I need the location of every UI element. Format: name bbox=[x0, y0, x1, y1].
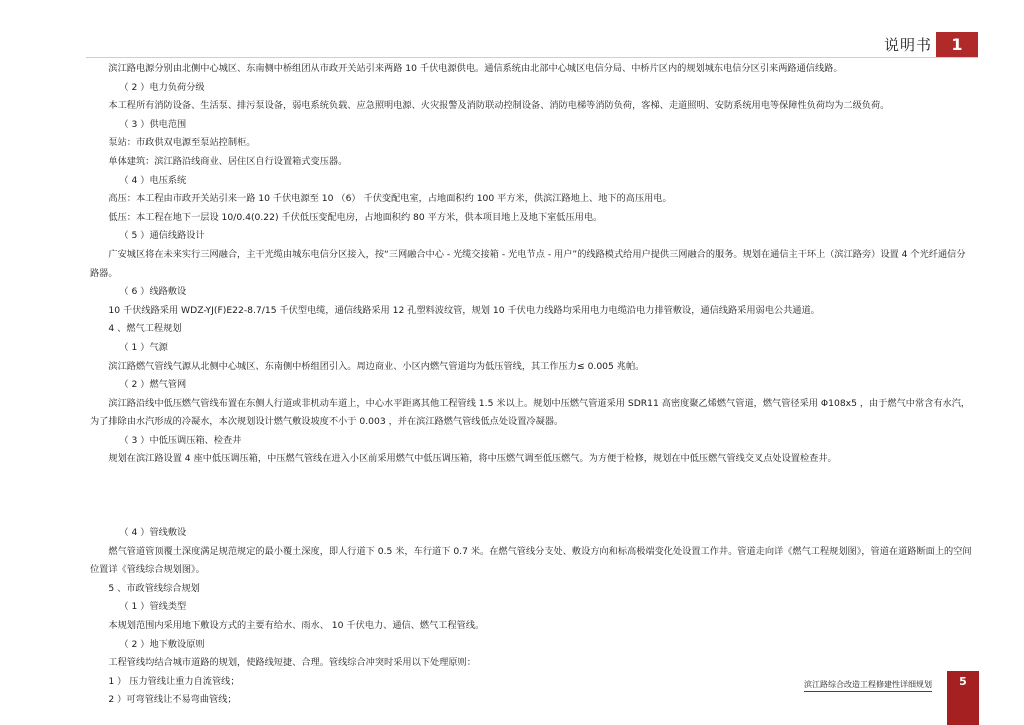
body-paragraph: 滨江路沿线中低压燃气管线布置在东侧人行道或非机动车道上，中心水平距离其他工程管线 1.5 米以上。规划中压燃气管道采用 SDR11 高密度聚乙烯燃气管道，燃气管径采用 Φ108x5 ，由于燃气中常含有水汽，为了排除由水汽形成的冷凝水，本次规划设计燃气敷设坡度不小于 0.003 ，并在滨江路燃气管线低点处设置冷凝器。 bbox=[90, 397, 971, 428]
body-paragraph: 低压：本工程在地下一层设 10/0.4(0.22) 千伏低压变配电房，占地面积约 80 平方米，供本项目地上及地下室低压用电。 bbox=[108, 211, 603, 223]
body-paragraph: 本规划范围内采用地下敷设方式的主要有给水、雨水、 10 千伏电力、通信、燃气工程管线。 bbox=[108, 620, 485, 632]
section-heading: （ 1 ）气源 bbox=[119, 341, 168, 353]
body-paragraph: 工程管线均结合城市道路的规划，使路线短捷、合理。管线综合冲突时采用以下处理原则： bbox=[108, 657, 476, 669]
section-heading: （ 4 ）管线敷设 bbox=[119, 527, 187, 539]
body-paragraph: 泵站：市政供双电源至泵站控制柜。 bbox=[108, 137, 256, 149]
document-body bbox=[90, 60, 972, 710]
body-paragraph: 燃气管道管顶覆土深度满足规范规定的最小覆土深度，即人行道下 0.5 米，车行道下 0.7 米。在燃气管线分支处、敷设方向和标高极端变化处设置工作井。管道走向详《燃气工程规划图》，管道在道路断面上的空间位置详《管线综合规划图》。 bbox=[90, 545, 972, 576]
paragraph-block-top bbox=[90, 60, 972, 469]
project-footer-label: 滨江路综合改造工程修建性详细规划 bbox=[804, 679, 932, 692]
blank-spacer bbox=[90, 469, 972, 524]
body-paragraph: 本工程所有消防设备、生活泵、排污泵设备，弱电系统负载、应急照明电源、火灾报警及消防联动控制设备、消防电梯等消防负荷，客梯、走道照明、安防系统用电等保障性负荷均为二级负荷。 bbox=[108, 100, 890, 112]
section-heading: （ 3 ）供电范围 bbox=[119, 118, 187, 130]
section-heading: （ 2 ）电力负荷分级 bbox=[119, 81, 205, 93]
header-divider bbox=[86, 57, 978, 58]
section-heading: （ 5 ）通信线路设计 bbox=[119, 230, 205, 242]
document-title: 说明书 bbox=[884, 36, 933, 54]
section-heading: （ 3 ）中低压调压箱、检查井 bbox=[119, 434, 242, 446]
body-paragraph: 1 ） 压力管线让重力自流管线； bbox=[108, 675, 240, 687]
body-paragraph: 滨江路燃气管线气源从北侧中心城区、东南侧中桥组团引入。周边商业、小区内燃气管道均为低压管线，其工作压力≤ 0.005 兆帕。 bbox=[108, 360, 645, 372]
body-paragraph: 4 、燃气工程规划 bbox=[108, 323, 182, 335]
body-paragraph: 规划在滨江路设置 4 座中低压调压箱，中压燃气管线在进入小区前采用燃气中低压调压箱，将中压燃气调至低压燃气。为方便于检修，规划在中低压燃气管线交叉点处设置检查井。 bbox=[108, 453, 837, 465]
section-heading: （ 2 ）地下敷设原则 bbox=[119, 638, 205, 650]
body-paragraph: 2 ）可弯管线让不易弯曲管线； bbox=[108, 694, 237, 706]
body-paragraph: 高压：本工程由市政开关站引来一路 10 千伏电源至 10 （6） 千伏变配电室，占地面积约 100 平方米，供滨江路地上、地下的高压用电。 bbox=[108, 193, 672, 205]
body-paragraph: 5 、市政管线综合规划 bbox=[108, 582, 200, 594]
body-paragraph: 滨江路电源分别由北侧中心城区、东南侧中桥组团从市政开关站引来两路 10 千伏电源供电。通信系统由北部中心城区电信分局、中桥片区内的规划城东电信分区引来两路通信线路。 bbox=[108, 63, 843, 74]
body-paragraph: 单体建筑：滨江路沿线商业、居住区自行设置箱式变压器。 bbox=[108, 155, 348, 167]
section-heading: （ 4 ）电压系统 bbox=[119, 174, 187, 186]
section-number-badge: 1 bbox=[936, 32, 978, 57]
section-heading: （ 2 ）燃气管网 bbox=[119, 379, 187, 391]
section-heading: （ 6 ）线路敷设 bbox=[119, 286, 187, 298]
section-heading: （ 1 ）管线类型 bbox=[119, 601, 187, 613]
body-paragraph: 10 千伏线路采用 WDZ-YJ(F)E22-8.7/15 千伏型电缆，通信线路采用 12 孔塑料波纹管，规划 10 千伏电力线路均采用电力电缆沿电力排管敷设，通信线路采用弱电公共通道。 bbox=[108, 304, 820, 316]
page-number-badge: 5 bbox=[947, 671, 979, 725]
body-paragraph: 广安城区将在未来实行三网融合，主干光缆由城东电信分区接入，按“三网融合中心 - 光缆交接箱 - 光电节点 - 用户”的线路模式给用户提供三网融合的服务。规划在通信主干环上（滨江路旁）设置 4 个光纤通信分路器。 bbox=[90, 248, 966, 279]
